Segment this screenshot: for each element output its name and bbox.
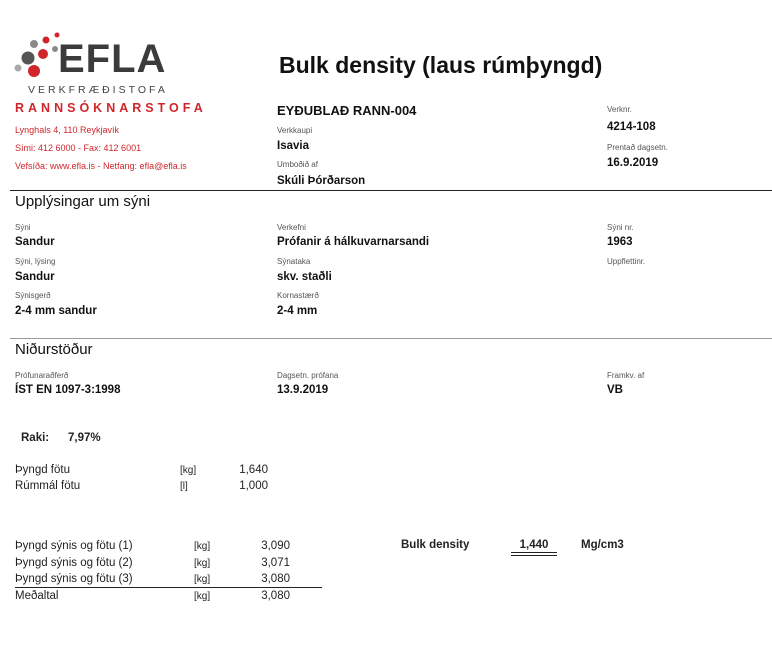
bulk-density-value: 1,440 (519, 539, 549, 551)
test-date-value: 13.9.2019 (277, 384, 329, 396)
bulk-density-result (511, 539, 557, 556)
measurement-2-value: 3,071 (261, 557, 290, 569)
header-divider (10, 190, 772, 191)
print-date-value: 16.9.2019 (607, 157, 659, 169)
double-underline-bottom (511, 555, 557, 556)
sampling-value: skv. staðli (277, 271, 332, 283)
print-date-label: Prentað dagsetn. (607, 143, 668, 152)
bulk-density-unit: Mg/cm3 (581, 539, 624, 551)
sample-section-title: Upplýsingar um sýni (15, 193, 151, 210)
average-divider (15, 587, 322, 588)
bucket-weight-unit: [kg] (180, 465, 197, 476)
bucket-volume-value: 1,000 (239, 480, 268, 492)
measurement-1-label: Þyngd sýnis og fötu (1) (15, 540, 133, 552)
logo-subtitle: VERKFRÆÐISTOFA (28, 84, 168, 96)
grain-size-label: Kornastærð (277, 291, 319, 300)
sample-description-value: Sandur (15, 271, 55, 283)
measurement-3-value: 3,080 (261, 573, 290, 585)
agent-label: Umboðið af (277, 160, 318, 169)
logo-wordmark: EFLA (58, 37, 167, 81)
test-method-value: ÍST EN 1097-3:1998 (15, 384, 121, 396)
job-no-label: Verknr. (607, 105, 632, 114)
test-date-label: Dagsetn. prófana (277, 371, 339, 380)
sample-type-label: Sýnisgerð (15, 291, 51, 300)
lab-name: RANNSÓKNARSTOFA (15, 101, 207, 115)
bucket-weight-value: 1,640 (239, 464, 268, 476)
measurement-1-value: 3,090 (261, 540, 290, 552)
performed-by-value: VB (607, 384, 623, 396)
bulk-density-label: Bulk density (401, 539, 470, 551)
sample-value: Sandur (15, 236, 55, 248)
grain-size-value: 2-4 mm (277, 305, 318, 317)
average-unit: [kg] (194, 591, 211, 602)
measurement-3-label: Þyngd sýnis og fötu (3) (15, 573, 133, 585)
bucket-volume-unit: [l] (180, 481, 188, 492)
client-value: Isavia (277, 140, 309, 152)
agent-value: Skúli Þórðarson (277, 175, 366, 187)
lab-phone-fax: Sími: 412 6000 - Fax: 412 6001 (15, 143, 142, 153)
measurement-2-label: Þyngd sýnis og fötu (2) (15, 557, 133, 569)
sample-label: Sýni (15, 223, 31, 232)
tracking-no-label: Uppflettinr. (607, 257, 646, 266)
client-label: Verkkaupi (277, 126, 313, 135)
results-section-title: Niðurstöður (15, 341, 93, 358)
measurement-2-unit: [kg] (194, 558, 211, 569)
form-id: EYÐUBLAÐ RANN-004 (277, 103, 417, 118)
sampling-label: Sýnataka (277, 257, 311, 266)
measurement-3-unit: [kg] (194, 574, 211, 585)
lab-web-email: Vefsíða: www.efla.is - Netfang: efla@efla.is (15, 161, 187, 171)
sample-divider (10, 338, 772, 339)
moisture-value: 7,97% (68, 432, 101, 444)
sample-type-value: 2-4 mm sandur (15, 305, 97, 317)
bucket-volume-label: Rúmmál fötu (15, 480, 81, 492)
job-no-value: 4214-108 (607, 121, 656, 133)
sample-no-value: 1963 (607, 236, 633, 248)
project-label: Verkefni (277, 223, 306, 232)
lab-address: Lynghals 4, 110 Reykjavík (15, 125, 120, 135)
average-value: 3,080 (261, 590, 290, 602)
sample-no-label: Sýni nr. (607, 223, 634, 232)
test-method-label: Prófunaraðferð (15, 371, 69, 380)
moisture-label: Raki: (21, 432, 50, 444)
measurement-1-unit: [kg] (194, 541, 211, 552)
performed-by-label: Framkv. af (607, 371, 645, 380)
project-value: Prófanir á hálkuvarnarsandi (277, 236, 430, 248)
bucket-weight-label: Þyngd fötu (15, 464, 70, 476)
page-title: Bulk density (laus rúmþyngd) (279, 52, 603, 78)
average-label: Meðaltal (15, 590, 59, 602)
double-underline-top (511, 552, 557, 553)
sample-description-label: Sýni, lýsing (15, 257, 56, 266)
